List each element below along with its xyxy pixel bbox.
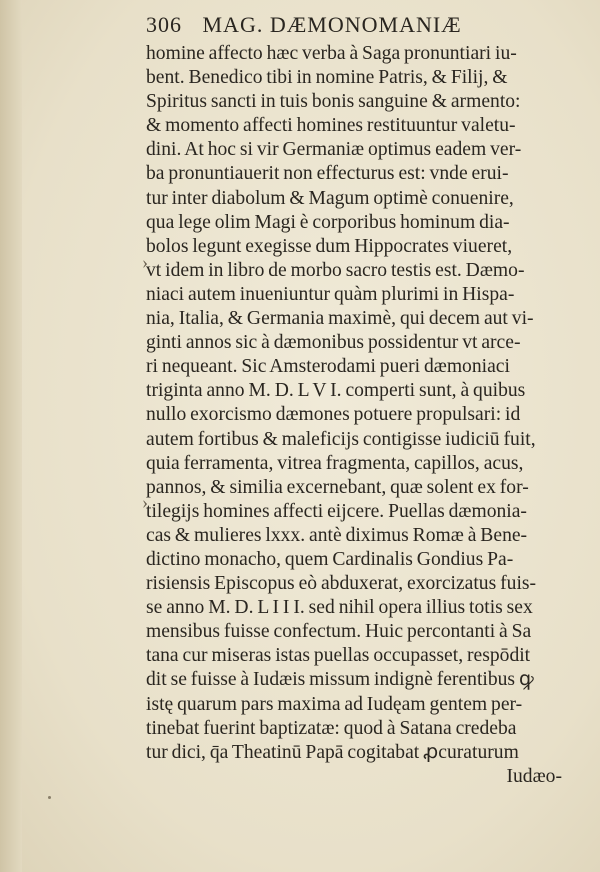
running-header [146,12,576,40]
text-line: dit se fuisse à Iudæis missum indignè ferentibus ꝙ [146,669,534,691]
text-line: istę quarum pars maxima ad Iudęam gentem per- [146,693,523,715]
page-gutter [0,0,22,872]
text-line: & momento affecti homines restituuntur valetu- [146,115,516,137]
text-line: tinebat fuerint baptizatæ: quod à Satana credeba [146,717,517,739]
text-line: dictino monacho, quem Cardinalis Gondius Pa- [146,548,514,570]
text-line: nullo exorcismo dæmones potuere propulsari: id [146,404,521,426]
text-line: nia, Italia, & Germania maximè, qui decem aut vi- [146,308,534,330]
text-line: triginta anno M. D. L V I. comperti sunt, à quibus [146,380,526,402]
text-line: tur inter diabolum & Magum optimè conuenire, [146,187,514,209]
catchword: Iudæo- [506,765,562,787]
text-line: mensibus fuisse confectum. Huic percontanti à Sa [146,621,532,643]
text-line: se anno M. D. L I I I. sed nihil opera illius totis sex [146,597,533,619]
margin-mark: › [142,252,148,272]
text-line: Spiritus sancti in tuis bonis sanguine & armento: [146,91,521,113]
text-line: tilegijs homines affecti eijcere. Puellas dæmonia- [146,500,527,522]
text-line: homine affecto hæc verba à Saga pronuntiari iu- [146,43,517,64]
text-line: vt idem in libro de morbo sacro testis est. Dæmo- [146,259,525,281]
text-line: niaci autem inueniuntur quàm plurimi in Hispa- [146,283,515,305]
text-line: autem fortibus & maleficijs contigisse iudiciū fuit, [146,428,536,450]
text-line: quia ferramenta, vitrea fragmenta, capillos, acus, [146,452,524,474]
text-line: ginti annos sic à dæmonibus possidentur vt arce- [146,332,521,354]
paper-speck [48,796,51,799]
text-line: pannos, & similia excernebant, quæ solent ex for- [146,476,529,498]
text-line: bolos legunt exegisse dum Hippocrates viueret, [146,235,513,257]
text-line: ba pronuntiauerit non effecturus est: vnde erui- [146,163,509,185]
text-line: tur dici, q̄a Theatinū Papā cogitabat ꝓcuraturum [146,741,519,763]
text-line: bent. Benedico tibi in nomine Patris, & Filij, & [146,67,508,89]
text-line: risiensis Episcopus eò abduxerat, exorcizatus fuis- [146,573,537,595]
body-text [146,42,576,789]
margin-mark: › [142,492,148,512]
text-line: ri nequeant. Sic Amsterodami pueri dæmoniaci [146,356,510,378]
text-line: qua lege olim Magi è corporibus hominum dia- [146,211,510,233]
text-line: cas & mulieres lxxx. antè diximus Romæ à Bene- [146,524,528,546]
page-number: 306 [146,12,182,37]
text-line: dini. At hoc si vir Germaniæ optimus eadem ver- [146,139,522,161]
running-title: MAG. DÆMONOMANIÆ [202,12,462,37]
text-line: tana cur miseras istas puellas occupasset, respōdit [146,645,531,667]
